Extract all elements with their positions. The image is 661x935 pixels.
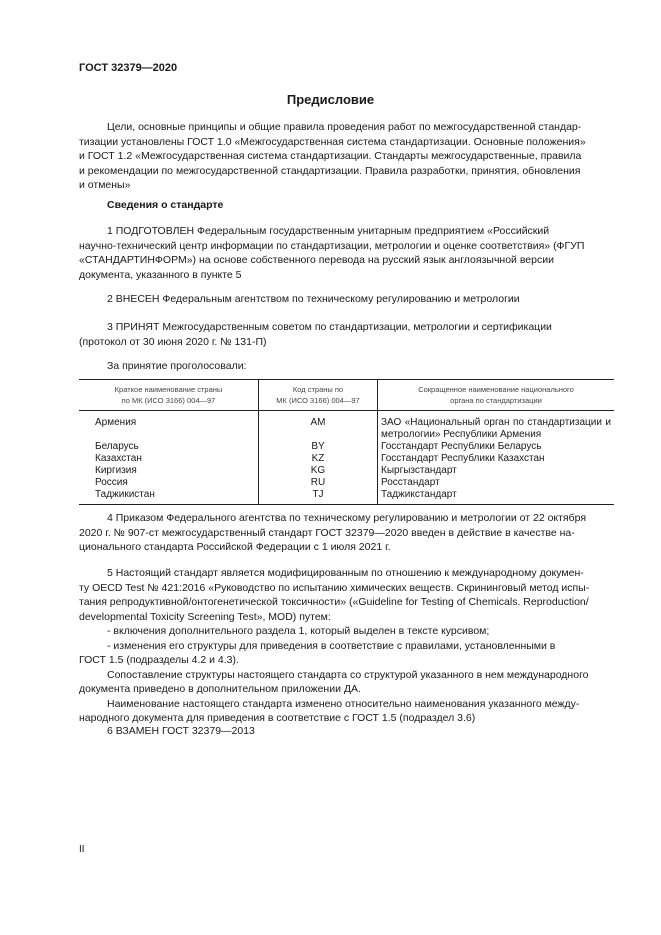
- code-cell: AM: [259, 411, 378, 442]
- item-4-line: 2020 г. № 907-ст межгосударственный стандарт ГОСТ 32379—2020 введен в действие в качестве на-: [79, 526, 575, 539]
- intro-line: и ГОСТ 1.2 «Межгосударственная система стандартизации. Стандарты межгосударственные, правила: [79, 150, 582, 162]
- header-organization-line: органа по стандартизации: [450, 396, 542, 405]
- organization-cell: ЗАО «Национальный орган по стандартизации и метрологии» Республики Армения: [378, 411, 615, 442]
- item-5-paragraph: [79, 566, 614, 726]
- organization-cell: Кыргызстандарт: [378, 465, 615, 477]
- intro-paragraph: [79, 120, 614, 193]
- organization-cell: Таджикстандарт: [378, 489, 615, 505]
- item-1-line: 1 ПОДГОТОВЛЕН Федеральным государственным унитарным предприятием «Российский: [107, 225, 550, 237]
- voted-line: За принятие проголосовали:: [107, 360, 247, 372]
- table-row: [79, 441, 614, 453]
- item-5-line: народного документа для приведения в соответствие с ГОСТ 1.5 (подраздел 3.6): [79, 712, 476, 724]
- code-cell: KG: [259, 465, 378, 477]
- item-4-paragraph: [79, 511, 614, 555]
- item-5-line: тания репродуктивной/онтогенетической токсичности» («Guideline for Testing of Chemicals. Reproduction/: [79, 596, 589, 608]
- organization-cell: Госстандарт Республики Беларусь: [378, 441, 615, 453]
- header-country: [79, 380, 259, 411]
- intro-line: тизации установлены ГОСТ 1.0 «Межгосударственная система стандартизации. Основные положения»: [79, 135, 586, 148]
- country-cell: Армения: [95, 417, 137, 428]
- code-cell: KZ: [259, 453, 378, 465]
- item-5-line: - включения дополнительного раздела 1, который выделен в тексте курсивом;: [107, 625, 490, 637]
- header-organization: [378, 380, 615, 411]
- item-5-line: Наименование настоящего стандарта изменено относительно наименования указанного между-: [107, 697, 580, 710]
- item-5-line: developmental Toxicity Screening Test», MOD) путем:: [79, 610, 331, 623]
- item-3-paragraph: [79, 320, 614, 349]
- table-row: [79, 453, 614, 465]
- item-4-line: ционального стандарта Российской Федерации с 1 июля 2021 г.: [79, 541, 391, 553]
- item-3-line: 3 ПРИНЯТ Межгосударственным советом по стандартизации, метрологии и сертификации: [107, 321, 552, 333]
- item-2-line: 2 ВНЕСЕН Федеральным агентством по техническому регулированию и метрологии: [107, 293, 520, 305]
- header-code-line: Код страны по: [292, 385, 344, 394]
- organization-cell: Госстандарт Республики Казахстан: [378, 453, 615, 465]
- code-cell: TJ: [259, 489, 378, 505]
- item-1-line: научно-технический центр информации по стандартизации, метрологии и оценке соответствия» (ФГУП: [79, 239, 585, 252]
- item-4-line: 4 Приказом Федерального агентства по техническому регулированию и метрологии от 22 октября: [107, 512, 587, 524]
- country-cell: Казахстан: [95, 453, 142, 464]
- intro-line: и рекомендации по межгосударственной стандартизации. Правила разработки, принятия, обновления: [79, 164, 581, 177]
- header-country-line: Краткое наименование страны: [114, 385, 223, 394]
- table-row: [79, 465, 614, 477]
- country-cell: Беларусь: [95, 441, 139, 452]
- header-organization-line: Сокращенное наименование национального: [418, 385, 574, 394]
- intro-line: Цели, основные принципы и общие правила проведения работ по межгосударственной стандар-: [107, 121, 582, 133]
- item-6-paragraph: [79, 724, 614, 739]
- voted-caption: [79, 359, 614, 374]
- header-code: [259, 380, 378, 411]
- table-row: [79, 489, 614, 505]
- item-5-line: ГОСТ 1.5 (подразделы 4.2 и 4.3).: [79, 654, 239, 666]
- page-number: II: [79, 844, 85, 855]
- table-row: [79, 477, 614, 489]
- organization-cell: Росстандарт: [378, 477, 615, 489]
- item-2-paragraph: [79, 292, 614, 307]
- country-cell: Киргизия: [95, 465, 137, 476]
- item-1-paragraph: [79, 224, 614, 282]
- code-cell: RU: [259, 477, 378, 489]
- item-6-line: 6 ВЗАМЕН ГОСТ 32379—2013: [107, 725, 255, 737]
- item-5-line: ту OECD Test № 421:2016 «Руководство по испытанию химических веществ. Скрининговый метод испы-: [79, 581, 590, 594]
- country-cell: Россия: [95, 477, 128, 488]
- voting-countries-table: [79, 379, 614, 505]
- intro-line: и отмены»: [79, 179, 131, 191]
- standard-number: ГОСТ 32379—2020: [79, 62, 178, 74]
- page-title: Предисловие: [286, 92, 375, 107]
- table-header-row: [79, 380, 614, 411]
- item-5-line: Сопоставление структуры настоящего стандарта со структурой указанного в нем международного: [107, 668, 589, 681]
- section-subtitle: Сведения о стандарте: [107, 199, 224, 211]
- code-cell: BY: [259, 441, 378, 453]
- item-5-line: документа приведено в дополнительном приложении ДА.: [79, 683, 361, 695]
- country-cell: Таджикистан: [79, 489, 259, 505]
- item-3-line: (протокол от 30 июня 2020 г. № 131-П): [79, 335, 267, 348]
- table-row: [79, 411, 614, 442]
- item-5-line: - изменения его структуры для приведения в соответствие с правилами, установленными в: [107, 639, 556, 652]
- item-1-line: «СТАНДАРТИНФОРМ») на основе собственного перевода на русский язык англоязычной версии: [79, 254, 554, 266]
- item-1-line: документа, указанного в пункте 5: [79, 268, 242, 281]
- item-5-line: 5 Настоящий стандарт является модифицированным по отношению к международному докумен-: [107, 567, 584, 579]
- header-country-line: по МК (ИСО 3166) 004—97: [121, 396, 216, 405]
- header-code-line: МК (ИСО 3166) 004—97: [276, 396, 360, 405]
